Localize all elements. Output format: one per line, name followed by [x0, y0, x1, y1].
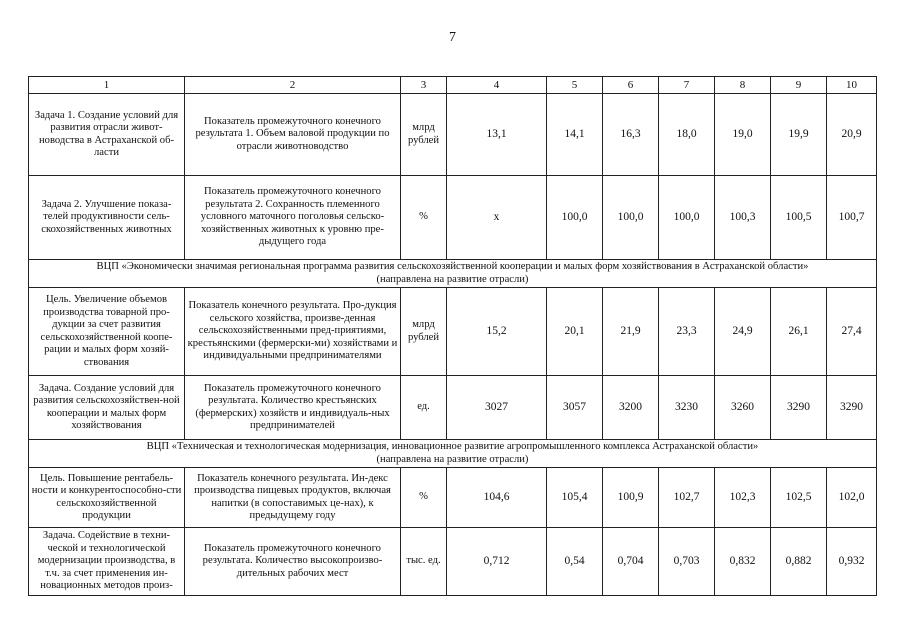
value-cell: 3290	[771, 376, 827, 440]
unit-cell: ед.	[401, 376, 447, 440]
value-cell: 100,5	[771, 176, 827, 260]
value-cell: 3200	[603, 376, 659, 440]
header-cell: 5	[547, 77, 603, 94]
value-cell: 13,1	[447, 94, 547, 176]
value-cell: 0,703	[659, 528, 715, 596]
value-cell: 0,712	[447, 528, 547, 596]
table-row	[29, 468, 877, 528]
table-row	[29, 528, 877, 596]
value-cell: 100,0	[547, 176, 603, 260]
value-cell: 23,3	[659, 288, 715, 376]
value-cell: 3057	[547, 376, 603, 440]
value-cell: 3027	[447, 376, 547, 440]
value-cell: 100,0	[603, 176, 659, 260]
table-row	[29, 288, 877, 376]
header-cell: 6	[603, 77, 659, 94]
unit-cell: млрд рублей	[401, 94, 447, 176]
section-heading	[29, 440, 877, 468]
table-row	[29, 376, 877, 440]
value-cell: 105,4	[547, 468, 603, 528]
header-cell: 8	[715, 77, 771, 94]
value-cell: 102,3	[715, 468, 771, 528]
value-cell: 3290	[827, 376, 877, 440]
value-cell: 16,3	[603, 94, 659, 176]
indicator-cell: Показатель промежуточного конечного результата 2. Сохранность племенного условного маточного поголовья сельско-хозяйственных животных к уровню пре-дыдущего года	[185, 176, 401, 260]
value-cell: 18,0	[659, 94, 715, 176]
value-cell: 20,9	[827, 94, 877, 176]
value-cell: 102,0	[827, 468, 877, 528]
task-cell: Задача. Содействие в техни-ческой и технологической модернизации производства, в т.ч. за счет применения ин-новационных методов произ-	[29, 528, 185, 596]
value-cell: 100,0	[659, 176, 715, 260]
value-cell: 0,932	[827, 528, 877, 596]
value-cell: 100,7	[827, 176, 877, 260]
task-cell: Задача. Создание условий для развития сельскохозяйствен-ной кооперации и малых форм хозяйствования	[29, 376, 185, 440]
value-cell: 3230	[659, 376, 715, 440]
task-cell: Задача 1. Создание условий для развития отрасли живот-новодства в Астраханской об-ласти	[29, 94, 185, 176]
header-cell: 4	[447, 77, 547, 94]
header-cell: 10	[827, 77, 877, 94]
section-title: ВЦП «Техническая и технологическая модернизация, инновационное развитие агропромышленного комплекса Астраханской области»	[146, 441, 759, 452]
value-cell: 3260	[715, 376, 771, 440]
indicator-cell: Показатель промежуточного конечного результата 1. Объем валовой продукции по отрасли животноводство	[185, 94, 401, 176]
table-row	[29, 176, 877, 260]
value-cell: 15,2	[447, 288, 547, 376]
header-cell: 1	[29, 77, 185, 94]
header-cell: 2	[185, 77, 401, 94]
value-cell: 24,9	[715, 288, 771, 376]
task-cell: Цель. Увеличение объемов производства товарной про-дукции за счет развития сельскохозяйственной коопе-рации и малых форм хозяй-ствования	[29, 288, 185, 376]
header-cell: 9	[771, 77, 827, 94]
value-cell: 0,704	[603, 528, 659, 596]
task-cell: Задача 2. Улучшение показа-телей продуктивности сель-скохозяйственных животных	[29, 176, 185, 260]
value-cell: 100,9	[603, 468, 659, 528]
unit-cell: млрд рублей	[401, 288, 447, 376]
value-cell: 26,1	[771, 288, 827, 376]
value-cell: 27,4	[827, 288, 877, 376]
value-cell: х	[447, 176, 547, 260]
section-subtitle: (направлена на развитие отрасли)	[376, 273, 529, 285]
value-cell: 102,7	[659, 468, 715, 528]
section-row	[29, 260, 877, 288]
unit-cell: тыс. ед.	[401, 528, 447, 596]
indicators-table	[28, 76, 877, 596]
value-cell: 19,9	[771, 94, 827, 176]
task-cell: Цель. Повышение рентабель-ности и конкурентоспособно-сти сельскохозяйственной продукции	[29, 468, 185, 528]
indicator-cell: Показатель промежуточного конечного результата. Количество высокопроизво-дительных рабочих мест	[185, 528, 401, 596]
header-cell: 7	[659, 77, 715, 94]
value-cell: 0,54	[547, 528, 603, 596]
value-cell: 20,1	[547, 288, 603, 376]
value-cell: 100,3	[715, 176, 771, 260]
value-cell: 104,6	[447, 468, 547, 528]
header-row	[29, 77, 877, 94]
value-cell: 21,9	[603, 288, 659, 376]
value-cell: 19,0	[715, 94, 771, 176]
page-number: 7	[449, 30, 456, 45]
indicator-cell: Показатель конечного результата. Про-дукция сельского хозяйства, произве-денная сельскохозяйственными пред-приятиями, крестьянскими (фермерски-ми) хозяйствами и индивидуальными предпринимателями	[185, 288, 401, 376]
unit-cell: %	[401, 176, 447, 260]
header-cell: 3	[401, 77, 447, 94]
indicator-cell: Показатель конечного результата. Ин-декс производства пищевых продуктов, включая напитки (в сопоставимых це-нах), к предыдущему году	[185, 468, 401, 528]
value-cell: 0,882	[771, 528, 827, 596]
indicator-cell: Показатель промежуточного конечного результата. Количество крестьянских (фермерских) хозяйств и индивидуаль-ных предпринимателей	[185, 376, 401, 440]
unit-cell: %	[401, 468, 447, 528]
section-title: ВЦП «Экономически значимая региональная программа развития сельскохозяйственной кооперации и малых форм хозяйствования в Астраханской области»	[96, 261, 809, 272]
value-cell: 14,1	[547, 94, 603, 176]
section-heading	[29, 260, 877, 288]
value-cell: 0,832	[715, 528, 771, 596]
section-row	[29, 440, 877, 468]
section-subtitle: (направлена на развитие отрасли)	[376, 453, 529, 465]
table-row	[29, 94, 877, 176]
value-cell: 102,5	[771, 468, 827, 528]
